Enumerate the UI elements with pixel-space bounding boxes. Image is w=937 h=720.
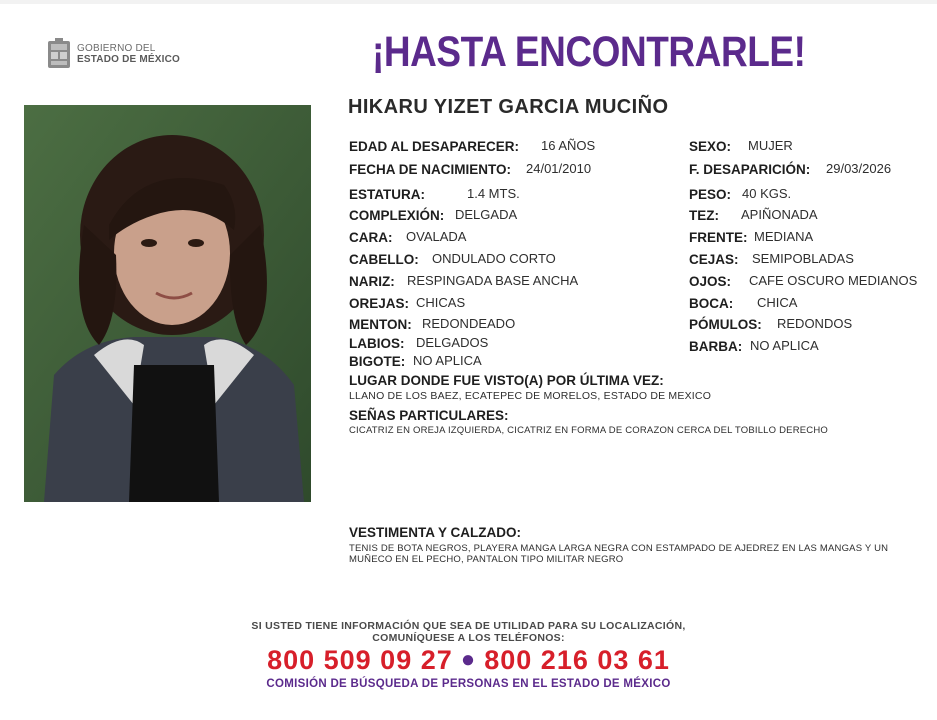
field-value-mouth: CHICA [757,295,798,310]
field-label-nose: NARIZ: [349,274,395,289]
field-value-eyes: CAFE OSCURO MEDIANOS [749,273,918,288]
field-label-forehead: FRENTE: [689,230,748,245]
field-value-face: OVALADA [406,229,467,244]
phone-2[interactable]: 800 216 03 61 [484,645,670,675]
person-photo [24,105,311,502]
field-value-forehead: MEDIANA [754,229,814,244]
field-label-mustache: BIGOTE: [349,354,406,369]
field-label-face: CARA: [349,230,393,245]
field-label-skin: TEZ: [689,208,719,223]
clothing-line-2: MUÑECO EN EL PECHO, PANTALON TIPO MILITAR NEGRO [349,554,624,565]
field-label-chin: MENTON: [349,317,412,332]
phone-1[interactable]: 800 509 09 27 [267,645,453,675]
field-label-beard: BARBA: [689,339,743,354]
field-value-nose: RESPINGADA BASE ANCHA [407,273,579,288]
field-label-eyes: OJOS: [689,274,732,289]
field-value-weight: 40 KGS. [742,186,792,201]
field-label-eyebrows: CEJAS: [689,252,739,267]
field-label-height: ESTATURA: [349,187,425,202]
clothing-label: VESTIMENTA Y CALZADO: [349,525,522,540]
phone-numbers [0,645,937,676]
field-label-disappearance-date: F. DESAPARICIÓN: [689,162,811,177]
logo-line-2: ESTADO DE MÉXICO [77,54,181,65]
headline: ¡HASTA ENCONTRARLE! [372,28,806,76]
government-logo [46,38,180,70]
field-value-hair: ONDULADO CORTO [432,251,556,266]
field-label-birthdate: FECHA DE NACIMIENTO: [349,162,511,177]
field-value-sex: MUJER [748,138,793,153]
commission-name: COMISIÓN DE BÚSQUEDA DE PERSONAS EN EL ESTADO DE MÉXICO [266,678,671,690]
field-value-chin: REDONDEADO [422,316,516,331]
field-value-skin: APIÑONADA [741,207,818,222]
field-value-age: 16 AÑOS [541,138,596,153]
field-label-hair: CABELLO: [349,252,419,267]
field-label-cheekbones: PÓMULOS: [689,317,762,332]
logo-line-1: GOBIERNO DEL [77,43,156,54]
field-value-lips: DELGADOS [416,335,489,350]
field-value-ears: CHICAS [416,295,466,310]
state-seal-icon [46,38,72,70]
field-label-weight: PESO: [689,187,732,202]
marks-value: CICATRIZ EN OREJA IZQUIERDA, CICATRIZ EN FORMA DE CORAZON CERCA DEL TOBILLO DERECHO [349,425,828,436]
top-strip [0,0,937,4]
last-seen-label: LUGAR DONDE FUE VISTO(A) POR ÚLTIMA VEZ: [349,373,664,388]
field-value-build: DELGADA [455,207,518,222]
last-seen-value: LLANO DE LOS BAEZ, ECATEPEC DE MORELOS, ESTADO DE MEXICO [349,390,712,402]
field-value-eyebrows: SEMIPOBLADAS [752,251,854,266]
person-name: HIKARU YIZET GARCIA MUCIÑO [348,96,669,118]
field-value-disappearance-date: 29/03/2026 [826,161,892,176]
field-label-sex: SEXO: [689,139,732,154]
info-line-1: SI USTED TIENE INFORMACIÓN QUE SEA DE UTILIDAD PARA SU LOCALIZACIÓN, [251,620,686,632]
field-label-mouth: BOCA: [689,296,734,311]
clothing-line-1: TENIS DE BOTA NEGROS, PLAYERA MANGA LARGA NEGRA CON ESTAMPADO DE AJEDREZ EN LAS MANGAS Y UN [349,543,889,554]
field-label-age: EDAD AL DESAPARECER: [349,139,520,154]
field-value-mustache: NO APLICA [413,353,482,368]
field-label-ears: OREJAS: [349,296,410,311]
info-line-2: COMUNÍQUESE A LOS TELÉFONOS: [372,632,565,644]
field-value-birthdate: 24/01/2010 [526,161,592,176]
marks-label: SEÑAS PARTICULARES: [349,408,509,423]
bullet-separator: ● [460,646,477,673]
field-label-build: COMPLEXIÓN: [349,208,445,223]
field-value-height: 1.4 MTS. [467,186,520,201]
field-value-beard: NO APLICA [750,338,819,353]
field-value-cheekbones: REDONDOS [777,316,853,331]
field-label-lips: LABIOS: [349,336,405,351]
